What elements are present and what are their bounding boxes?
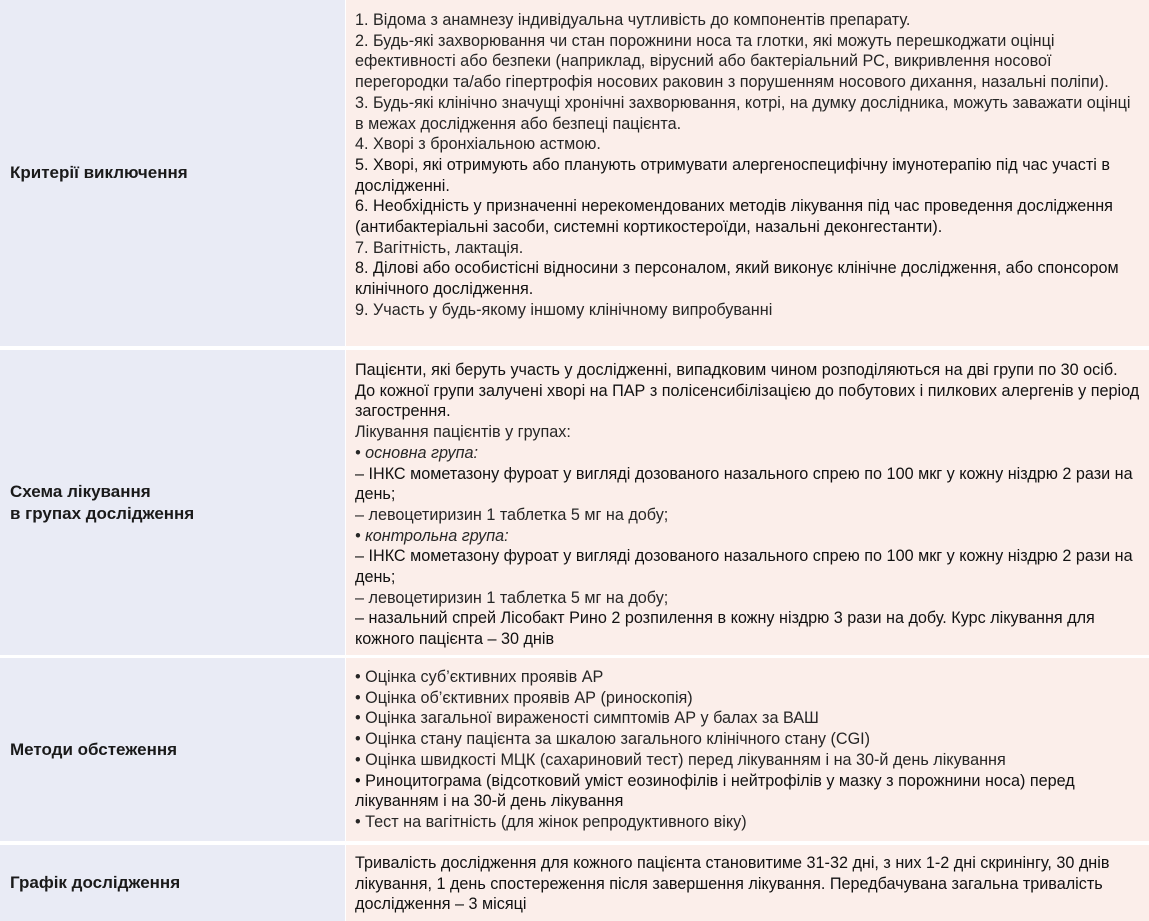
- scheme-intro: Пацієнти, які беруть участь у дослідженні, випадковим чином розподіляються на дві групи по 30 осіб. До кожної групи залучені хворі на ПАР з полісенсибілізацією до побутових і пилкових алергенів у період загострення.: [355, 361, 1140, 421]
- scheme-subtitle: Лікування пацієнтів у групах:: [355, 423, 571, 442]
- list-item: 8. Ділові або особистісні відносини з персоналом, який виконує клінічне дослідження, або спонсором клінічного дослідження.: [355, 259, 1119, 299]
- row-treatment-scheme: [0, 350, 1149, 655]
- group-main-heading: • основна група:: [355, 443, 478, 462]
- list-item: 4. Хворі з бронхіальною астмою.: [355, 135, 601, 154]
- study-schedule-label: Графік дослідження: [10, 873, 181, 892]
- examination-methods-content: [346, 658, 1149, 841]
- list-item: • Оцінка загальної вираженості симптомів АР у балах за ВАШ: [355, 709, 819, 728]
- list-item: • Оцінка об’єктивних проявів АР (риноскопія): [355, 688, 693, 707]
- list-item: 6. Необхідність у призначенні нерекомендованих методів лікування під час проведення дослідження (антибактеріальні засоби, системні кортикостероїди, назальні деконгестанти).: [355, 197, 1113, 237]
- group-control-heading: • контрольна група:: [355, 526, 509, 545]
- row-exclusion-criteria: [0, 0, 1149, 346]
- list-item: 5. Хворі, які отримують або планують отримувати алергеноспецифічну імунотерапію під час участі в дослідженні.: [355, 155, 1110, 195]
- row-label: [0, 350, 345, 655]
- list-item: 1. Відома з анамнезу індивідуальна чутливість до компонентів препарату.: [355, 11, 911, 29]
- list-item: – ІНКС мометазону фуроат у вигляді дозованого назального спрею по 100 мкг у кожну ніздрю 2 рази на день;: [355, 547, 1133, 587]
- list-item: • Оцінка суб’єктивних проявів АР: [355, 668, 604, 686]
- exclusion-criteria-content: [346, 0, 1149, 346]
- treatment-scheme-content: [346, 350, 1149, 655]
- row-label: [0, 658, 345, 841]
- row-study-schedule: [0, 845, 1149, 921]
- list-item: • Оцінка стану пацієнта за шкалою загального клінічного стану (CGI): [355, 730, 871, 749]
- list-item: 2. Будь-які захворювання чи стан порожнини носа та глотки, які можуть перешкоджати оцінці ефективності або безпеки (наприклад, вірусний або бактеріальний РС, викривлення носової перегородки та/або гіпертрофія носових раковин з порушенням носового дихання, назальні поліпи).: [355, 31, 1109, 92]
- list-item: 7. Вагітність, лактація.: [355, 238, 524, 257]
- row-label: [0, 0, 345, 346]
- list-item: • Оцінка швидкості МЦК (сахариновий тест) перед лікуванням і на 30-й день лікування: [355, 750, 1006, 769]
- row-label: [0, 845, 345, 921]
- exclusion-criteria-label: Критерії виключення: [10, 163, 188, 182]
- treatment-scheme-label-line2: в групах дослідження: [10, 503, 195, 523]
- treatment-scheme-label-line1: Схема лікування: [10, 481, 151, 501]
- schedule-text: Тривалість дослідження для кожного пацієнта становитиме 31-32 дні, з них 1-2 дні скринінгу, 30 днів лікування, 1 день спостереження після завершення лікування. Передбачувана загальна тривалість дослідження – 3 місяці: [355, 854, 1110, 914]
- study-schedule-content: [346, 845, 1149, 921]
- list-item: – назальний спрей Лісобакт Рино 2 розпилення в кожну ніздрю 3 рази на добу. Курс лікування для кожного пацієнта – 30 днів: [355, 609, 1095, 649]
- list-item: – левоцетиризин 1 таблетка 5 мг на добу;: [355, 505, 669, 524]
- row-examination-methods: [0, 658, 1149, 841]
- list-item: – левоцетиризин 1 таблетка 5 мг на добу;: [355, 588, 669, 607]
- examination-methods-label: Методи обстеження: [10, 739, 178, 759]
- list-item: 9. Участь у будь-якому іншому клінічному випробуванні: [355, 300, 773, 319]
- list-item: • Тест на вагітність (для жінок репродуктивного віку): [355, 812, 747, 831]
- list-item: 3. Будь-які клінічно значущі хронічні захворювання, котрі, на думку дослідника, можуть заважати оцінці в межах дослідження або безпеці пацієнта.: [355, 93, 1131, 133]
- list-item: – ІНКС мометазону фуроат у вигляді дозованого назального спрею по 100 мкг у кожну ніздрю 2 рази на день;: [355, 464, 1133, 504]
- list-item: • Риноцитограма (відсотковий уміст еозинофілів і нейтрофілів у мазку з порожнини носа) перед лікуванням і на 30-й день лікування: [355, 771, 1075, 811]
